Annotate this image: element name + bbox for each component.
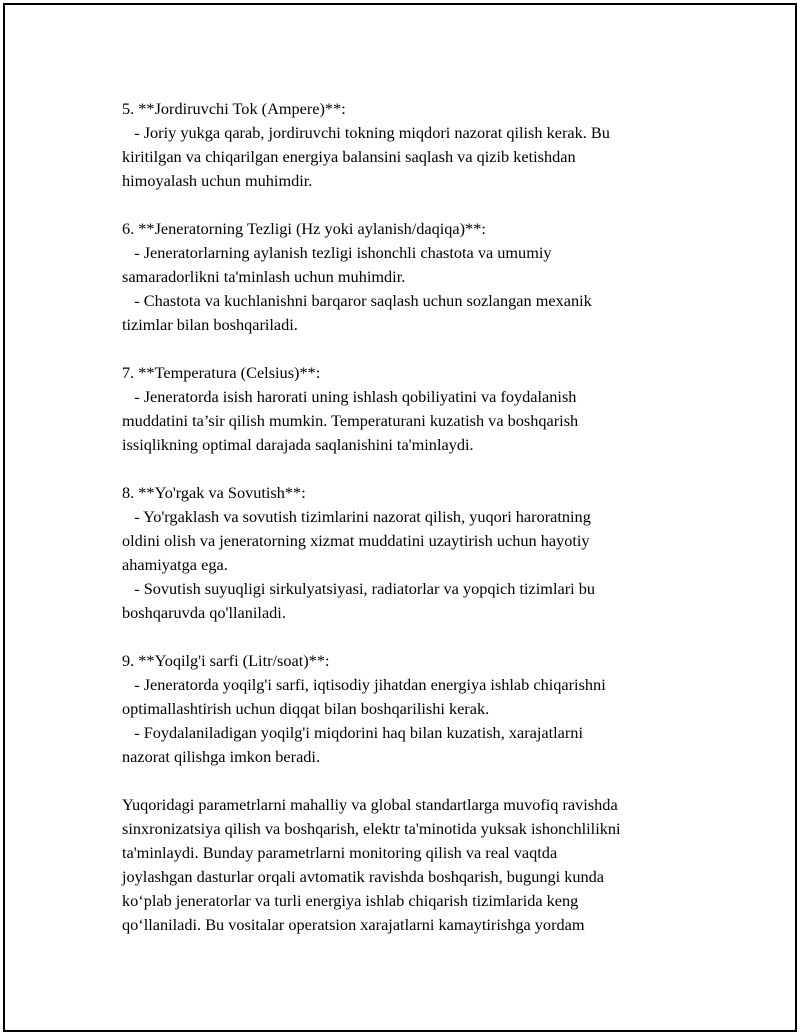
section-8 xyxy=(122,481,722,649)
paragraph-line: - Sovutish suyuqligi sirkulyatsiyasi, radiatorlar va yopqich tizimlari bu xyxy=(122,579,595,598)
section-5 xyxy=(122,97,722,217)
section-heading: 8. **Yo'rgak va Sovutish**: xyxy=(122,483,306,502)
section-heading: 7. **Temperatura (Celsius)**: xyxy=(122,363,321,382)
blank-line xyxy=(122,625,722,649)
section-6 xyxy=(122,217,722,361)
paragraph-line: - Foydalaniladigan yoqilg'i miqdorini haq bilan kuzatish, xarajatlarni xyxy=(122,723,583,742)
paragraph-line: optimallashtirish uchun diqqat bilan boshqarilishi kerak. xyxy=(122,699,490,718)
page-frame xyxy=(3,3,797,1032)
paragraph-line: - Joriy yukga qarab, jordiruvchi tokning miqdori nazorat qilish kerak. Bu xyxy=(122,123,610,142)
paragraph-line: oldini olish va jeneratorning xizmat muddatini uzaytirish uchun hayotiy xyxy=(122,531,590,550)
paragraph-line: - Jeneratorda isish harorati uning ishlash qobiliyatini va foydalanish xyxy=(122,387,577,406)
paragraph-line: - Jeneratorlarning aylanish tezligi ishonchli chastota va umumiy xyxy=(122,243,552,262)
document-body xyxy=(122,97,722,937)
paragraph-line: boshqaruvda qo'llaniladi. xyxy=(122,603,286,622)
section-heading: 6. **Jeneratorning Tezligi (Hz yoki aylanish/daqiqa)**: xyxy=(122,219,486,238)
paragraph-line: ko‘plab jeneratorlar va turli energiya ishlab chiqarish tizimlarida keng xyxy=(122,891,579,910)
paragraph-line: kiritilgan va chiqarilgan energiya balansini saqlash va qizib ketishdan xyxy=(122,147,576,166)
paragraph-line: himoyalash uchun muhimdir. xyxy=(122,171,313,190)
blank-line xyxy=(122,193,722,217)
paragraph-line: qo‘llaniladi. Bu vositalar operatsion xarajatlarni kamaytirishga yordam xyxy=(122,915,585,934)
section-9 xyxy=(122,649,722,793)
paragraph-line: ta'minlaydi. Bunday parametrlarni monitoring qilish va real vaqtda xyxy=(122,843,558,862)
paragraph-line: - Yo'rgaklash va sovutish tizimlarini nazorat qilish, yuqori haroratning xyxy=(122,507,591,526)
closing-paragraph xyxy=(122,793,722,937)
paragraph-line: - Chastota va kuchlanishni barqaror saqlash uchun sozlangan mexanik xyxy=(122,291,592,310)
paragraph-line: sinxronizatsiya qilish va boshqarish, elektr ta'minotida yuksak ishonchlilikni xyxy=(122,819,621,838)
blank-line xyxy=(122,769,722,793)
paragraph-line: muddatini ta’sir qilish mumkin. Temperaturani kuzatish va boshqarish xyxy=(122,411,579,430)
paragraph-line: nazorat qilishga imkon beradi. xyxy=(122,747,321,766)
paragraph-line: - Jeneratorda yoqilg'i sarfi, iqtisodiy jihatdan energiya ishlab chiqarishni xyxy=(122,675,606,694)
paragraph-line: samaradorlikni ta'minlash uchun muhimdir. xyxy=(122,267,406,286)
section-heading: 5. **Jordiruvchi Tok (Ampere)**: xyxy=(122,99,346,118)
blank-line xyxy=(122,337,722,361)
section-heading: 9. **Yoqilg'i sarfi (Litr/soat)**: xyxy=(122,651,330,670)
blank-line xyxy=(122,457,722,481)
section-7 xyxy=(122,361,722,481)
paragraph-line: Yuqoridagi parametrlarni mahalliy va global standartlarga muvofiq ravishda xyxy=(122,795,618,814)
paragraph-line: ahamiyatga ega. xyxy=(122,555,228,574)
paragraph-line: tizimlar bilan boshqariladi. xyxy=(122,315,298,334)
paragraph-line: issiqlikning optimal darajada saqlanishini ta'minlaydi. xyxy=(122,435,474,454)
paragraph-line: joylashgan dasturlar orqali avtomatik ravishda boshqarish, bugungi kunda xyxy=(122,867,605,886)
